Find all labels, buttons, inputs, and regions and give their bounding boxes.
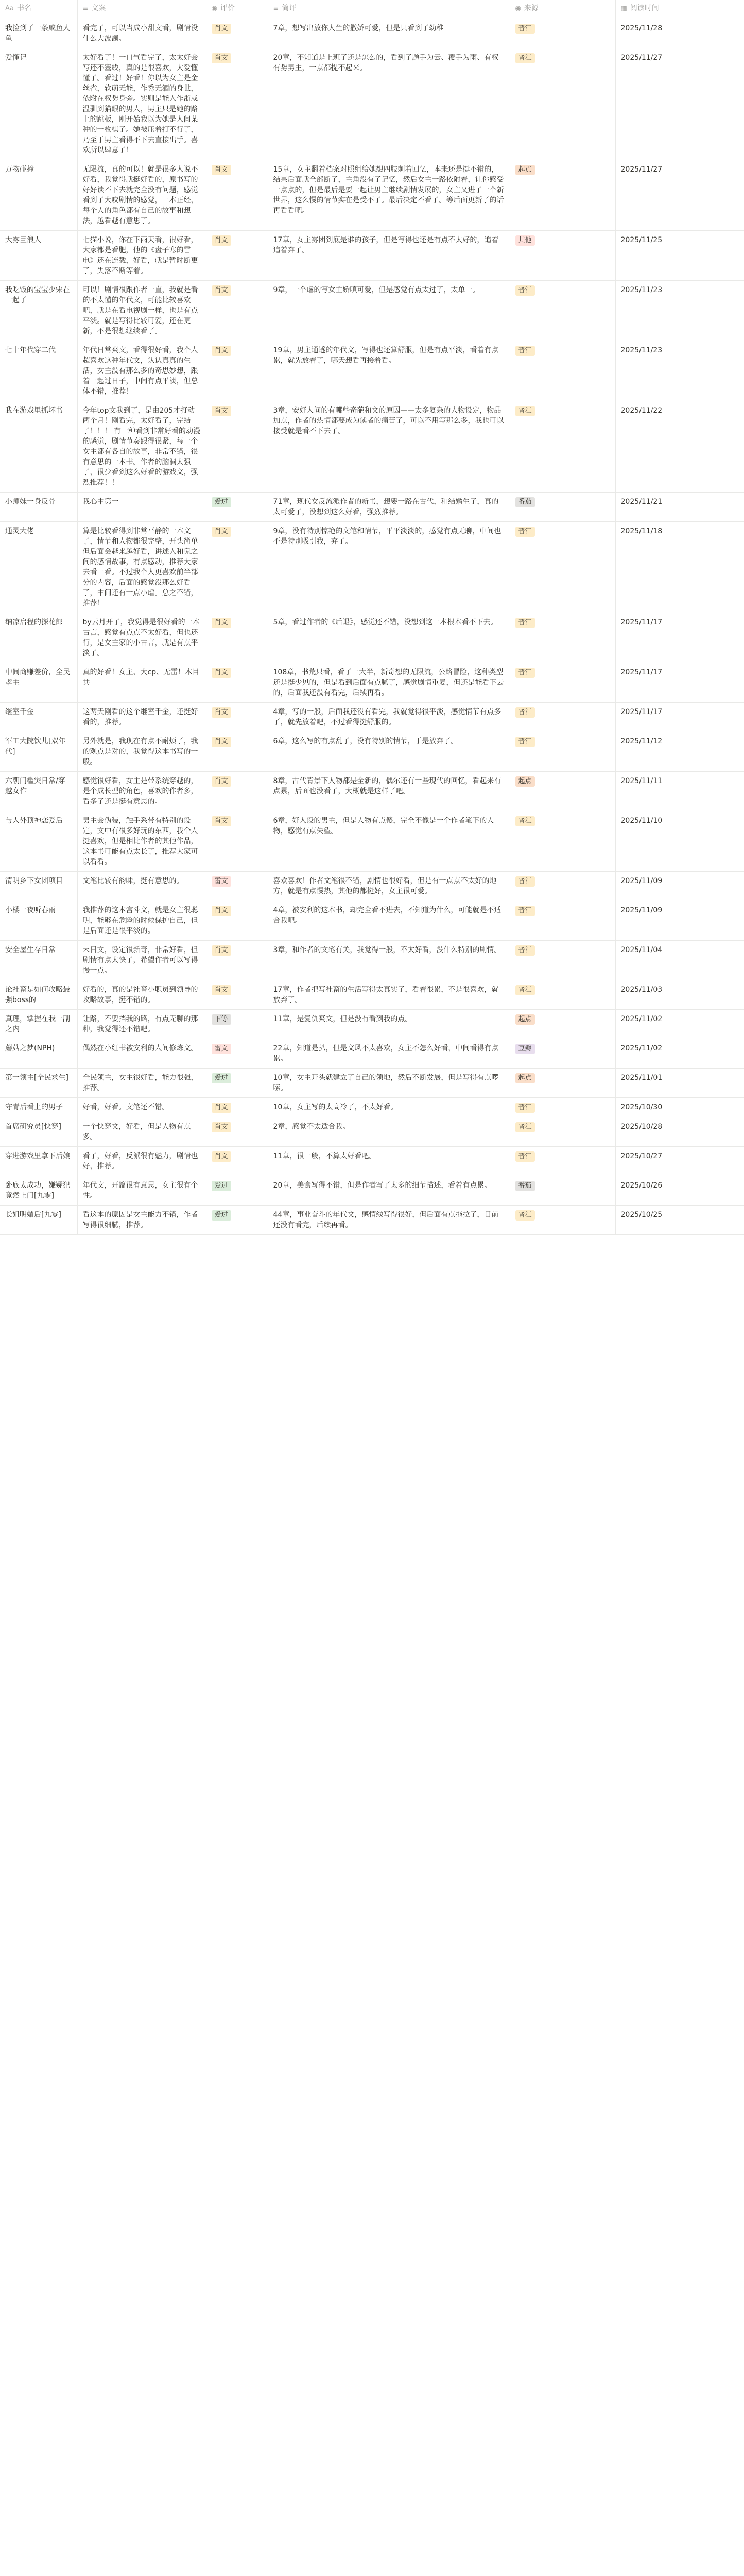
rating-tag: 肖文 <box>212 346 231 356</box>
table-row[interactable] <box>0 341 744 401</box>
source-tag: 晋江 <box>515 876 535 887</box>
table-row[interactable] <box>0 772 744 811</box>
short-review: 6章，好人设的男主，但是人物有点傻，完全不像是一个作者笔下的人物，感觉有点失望。 <box>268 811 510 872</box>
source-tag: 晋江 <box>515 406 535 416</box>
read-date: 2025/11/10 <box>615 811 744 872</box>
source-tag: 晋江 <box>515 285 535 296</box>
read-date: 2025/11/27 <box>615 48 744 160</box>
book-title: 七十年代穿二代 <box>0 341 77 401</box>
short-review: 喜欢喜欢！作者文笔很不错，剧情也很好看，但是有一点点不太好的地方，就是有点慢热，其他的都挺好，女主很可爱。 <box>268 872 510 901</box>
book-title: 万物碰撞 <box>0 160 77 231</box>
source-cell[interactable] <box>510 703 615 732</box>
rating-cell[interactable] <box>206 703 268 732</box>
short-review: 22章，知道是扒，但是文风不太喜欢，女主不怎么好看，中间看得有点累。 <box>268 1039 510 1069</box>
column-header-label: 书名 <box>16 4 31 12</box>
book-description: 年代文，开篇很有意思，女主很有个性。 <box>77 1176 206 1206</box>
rating-cell[interactable] <box>206 1069 268 1098</box>
rating-tag: 肖文 <box>212 235 231 246</box>
source-tag: 番茄 <box>515 497 535 507</box>
rating-cell[interactable] <box>206 872 268 901</box>
rating-tag: 肖文 <box>212 165 231 175</box>
book-title: 清明乡下女团项目 <box>0 872 77 901</box>
read-date: 2025/11/23 <box>615 281 744 341</box>
read-date: 2025/11/01 <box>615 1069 744 1098</box>
source-cell[interactable] <box>510 341 615 401</box>
read-date: 2025/11/02 <box>615 1010 744 1039</box>
read-date: 2025/11/09 <box>615 872 744 901</box>
rating-cell[interactable] <box>206 281 268 341</box>
table-row[interactable] <box>0 613 744 663</box>
table-row[interactable] <box>0 522 744 613</box>
book-title: 真理，掌握在我一副之内 <box>0 1010 77 1039</box>
column-header-label: 简评 <box>282 4 297 12</box>
table-row[interactable] <box>0 703 744 732</box>
book-description: 另外就是，我现在有点不耐烦了，我的观点是对的，我觉得这本书写的一般。 <box>77 732 206 772</box>
short-review: 8章，古代背景下人物都是全新的，偶尔还有一些现代的回忆，看起来有点累，后面也没看了，大概就是这样了吧。 <box>268 772 510 811</box>
source-tag: 晋江 <box>515 346 535 356</box>
select-icon: ◉ <box>211 5 217 12</box>
table-row[interactable] <box>0 980 744 1010</box>
source-cell[interactable] <box>510 663 615 703</box>
read-date: 2025/11/12 <box>615 732 744 772</box>
table-row[interactable] <box>0 19 744 48</box>
rating-cell[interactable] <box>206 1147 268 1176</box>
short-review: 9章，一个虐的写女主娇嗔可爱，但是感觉有点太过了，太单一。 <box>268 281 510 341</box>
table-row[interactable] <box>0 493 744 522</box>
source-tag: 晋江 <box>515 1103 535 1113</box>
rating-cell[interactable] <box>206 772 268 811</box>
short-review: 15章，女主翻着档案对照组给她想四肢刺着回忆，本来还是挺不错的，结果后面就全部断了，主角没有了记忆，然后女主一路依附着，让你感受一点点的，但是最后是要一起让男主继续剧情发展的，女主又进了一个新世界，这么慢的情节实在是受不了。最后决定不看了。等后面更新了的话再看看吧。 <box>268 160 510 231</box>
table-row[interactable] <box>0 1147 744 1176</box>
rating-tag: 下等 <box>212 1014 231 1025</box>
read-date: 2025/11/04 <box>615 941 744 980</box>
table-row[interactable] <box>0 1039 744 1069</box>
column-header-label: 阅读时间 <box>630 4 659 12</box>
short-review: 5章，看过作者的《后退》，感觉还不错，没想到这一本根本看不下去。 <box>268 613 510 663</box>
rating-tag: 肖文 <box>212 53 231 63</box>
column-header-label: 来源 <box>524 4 539 12</box>
source-tag: 番茄 <box>515 1181 535 1191</box>
rating-cell[interactable] <box>206 663 268 703</box>
rating-tag: 肖文 <box>212 906 231 916</box>
column-header-label: 文案 <box>91 4 106 12</box>
book-title: 蘑菇之梦(NPH) <box>0 1039 77 1069</box>
book-title: 六朝门槛突日常/穿越女作 <box>0 772 77 811</box>
rating-cell[interactable] <box>206 401 268 493</box>
rating-cell[interactable] <box>206 522 268 613</box>
column-header[interactable] <box>206 0 268 19</box>
source-cell[interactable] <box>510 732 615 772</box>
book-title: 卧底太成功，嫌疑犯竟然上门[九零] <box>0 1176 77 1206</box>
short-review: 7章，想写出放你人鱼的撒娇可爱，但是只看到了幼稚 <box>268 19 510 48</box>
column-header[interactable] <box>510 0 615 19</box>
book-description: 全民领主，女主很好看，能力很强，推荐。 <box>77 1069 206 1098</box>
source-tag: 晋江 <box>515 737 535 747</box>
short-review: 9章，没有特别惊艳的文笔和情节，平平淡淡的，感觉有点无聊，中间也不是特别吸引我，弃了。 <box>268 522 510 613</box>
book-description: 一个快穿文，好看，但是人物有点多。 <box>77 1117 206 1147</box>
book-title: 小师妹一身反骨 <box>0 493 77 522</box>
rating-cell[interactable] <box>206 732 268 772</box>
book-description: 我推荐的这本宫斗文，就是女主很聪明，能够在危险的时候保护自己，但是后面还是很平淡的。 <box>77 901 206 941</box>
source-tag: 晋江 <box>515 668 535 678</box>
book-description: 我心中第一 <box>77 493 206 522</box>
rating-cell[interactable] <box>206 980 268 1010</box>
rating-tag: 肖文 <box>212 707 231 718</box>
rating-tag: 肖文 <box>212 406 231 416</box>
short-review: 3章，安好人间的有哪些奇葩和文的原因——太多复杂的人物设定，物品加点，作者的热情都要成为读者的痛苦了，可以不用写那么多，我也可以接受就是看不下去了。 <box>268 401 510 493</box>
read-date: 2025/10/30 <box>615 1098 744 1117</box>
book-title: 我吃饭的宝宝少宋在一起了 <box>0 281 77 341</box>
short-review: 17章，女主雾团到底是谁的孩子，但是写得也还是有点不太好的，追着追着弃了。 <box>268 231 510 281</box>
read-date: 2025/11/25 <box>615 231 744 281</box>
read-date: 2025/11/11 <box>615 772 744 811</box>
source-cell[interactable] <box>510 160 615 231</box>
rating-cell[interactable] <box>206 1176 268 1206</box>
read-date: 2025/11/17 <box>615 703 744 732</box>
source-cell[interactable] <box>510 493 615 522</box>
book-description: 看这本的原因是女主能力不错，作者写得很细腻，推荐。 <box>77 1206 206 1235</box>
rating-cell[interactable] <box>206 613 268 663</box>
short-review: 20章，美食写得不错，但是作者写了太多的细节描述，看着有点累。 <box>268 1176 510 1206</box>
book-description: 无限流，真的可以！就是很多人说不好看，我觉得就挺好看的，原书写的好好读不下去就完全没有问题，感觉看到了大咬剧情的感觉，一本正经，每个人的角色都有自己的故事和想法，越看越有意思了。 <box>77 160 206 231</box>
rating-cell[interactable] <box>206 19 268 48</box>
source-cell[interactable] <box>510 1039 615 1069</box>
source-tag: 晋江 <box>515 1122 535 1132</box>
book-title: 首席研究员[快穿] <box>0 1117 77 1147</box>
source-cell[interactable] <box>510 772 615 811</box>
read-date: 2025/11/02 <box>615 1039 744 1069</box>
read-date: 2025/10/25 <box>615 1206 744 1235</box>
book-description: 看了，好看，反派很有魅力，剧情也好，推荐。 <box>77 1147 206 1176</box>
book-title: 小楼一夜听春雨 <box>0 901 77 941</box>
short-review: 10章，女主开头就建立了自己的领地，然后不断发展，但是写得有点啰嗦。 <box>268 1069 510 1098</box>
source-tag: 晋江 <box>515 906 535 916</box>
rating-cell[interactable] <box>206 1206 268 1235</box>
short-review: 10章，女主写的太高冷了，不太好看。 <box>268 1098 510 1117</box>
source-tag: 豆瓣 <box>515 1044 535 1054</box>
table-row[interactable] <box>0 48 744 160</box>
column-header[interactable] <box>0 0 77 19</box>
rating-cell[interactable] <box>206 901 268 941</box>
book-title: 我在游戏里抓坏书 <box>0 401 77 493</box>
book-description: 今年top文我到了，是由205才打动两个月！刚看完，太好看了，完结了！！！ 有一种看到非常好看的动漫的感觉，剧情节奏跟得很紧，每一个女主都有各自的故事，非常不错，很有意思的一本书。作者的脑洞太强了，很少看到这么好看的游戏文，强烈推荐！！ <box>77 401 206 493</box>
read-date: 2025/11/21 <box>615 493 744 522</box>
source-cell[interactable] <box>510 901 615 941</box>
source-cell[interactable] <box>510 811 615 872</box>
source-cell[interactable] <box>510 613 615 663</box>
read-date: 2025/11/22 <box>615 401 744 493</box>
source-tag: 起点 <box>515 1073 535 1083</box>
book-description: 这两天刚看的这个继室千金，还挺好看的，推荐。 <box>77 703 206 732</box>
table-row[interactable] <box>0 1176 744 1206</box>
table-row[interactable] <box>0 1098 744 1117</box>
rating-tag: 肖文 <box>212 737 231 747</box>
source-tag: 起点 <box>515 165 535 175</box>
source-cell[interactable] <box>510 522 615 613</box>
table-row[interactable] <box>0 872 744 901</box>
rating-tag: 肖文 <box>212 816 231 826</box>
rating-tag: 肖文 <box>212 985 231 995</box>
rating-cell[interactable] <box>206 1117 268 1147</box>
book-description: 偶然在小红书被安利的人间修炼文。 <box>77 1039 206 1069</box>
rating-tag: 爱过 <box>212 1181 231 1191</box>
rating-cell[interactable] <box>206 811 268 872</box>
rating-cell[interactable] <box>206 493 268 522</box>
source-cell[interactable] <box>510 1069 615 1098</box>
book-title: 军工大院饮儿[双年代] <box>0 732 77 772</box>
read-date: 2025/11/23 <box>615 341 744 401</box>
source-cell[interactable] <box>510 1176 615 1206</box>
source-cell[interactable] <box>510 1147 615 1176</box>
book-description: 好看，好看。文笔还不错。 <box>77 1098 206 1117</box>
book-description: 男主会伪装，触手系带有特别的设定，文中有很多好玩的东西，我个人挺喜欢，但是相比作者的其他作品，这本书可能有点太长了，推荐大家可以看看。 <box>77 811 206 872</box>
source-cell[interactable] <box>510 48 615 160</box>
source-tag: 晋江 <box>515 1151 535 1162</box>
rating-tag: 爱过 <box>212 1210 231 1221</box>
text-icon: ≡ <box>82 5 89 12</box>
table-row[interactable] <box>0 160 744 231</box>
read-date: 2025/11/17 <box>615 613 744 663</box>
rating-tag: 肖文 <box>212 1151 231 1162</box>
book-title: 纳凉启程的探花郎 <box>0 613 77 663</box>
short-review: 71章，现代女反流派作者的新书，想要一路在古代，和结婚生子，真的太可爱了，没想到这么好看，强烈推荐。 <box>268 493 510 522</box>
rating-tag: 雷文 <box>212 1044 231 1054</box>
table-row[interactable] <box>0 401 744 493</box>
rating-tag: 肖文 <box>212 668 231 678</box>
rating-cell[interactable] <box>206 160 268 231</box>
book-title: 与人外顶神恋爱后 <box>0 811 77 872</box>
short-review: 4章，写的一般，后面我还没有看完，我就觉得很平淡，感觉情节有点多了，就先放着吧，不过看得挺舒服的。 <box>268 703 510 732</box>
source-cell[interactable] <box>510 980 615 1010</box>
rating-cell[interactable] <box>206 1010 268 1039</box>
book-description: 文笔比较有韵味，挺有意思的。 <box>77 872 206 901</box>
source-tag: 晋江 <box>515 707 535 718</box>
read-date: 2025/11/03 <box>615 980 744 1010</box>
short-review: 6章，这么写的有点乱了，没有特别的情节，于是放弃了。 <box>268 732 510 772</box>
source-tag: 起点 <box>515 1014 535 1025</box>
book-description: 算是比较看得到非常平静的一本文了，情节和人物都很完整，开头简单但后面会越来越好看，讲述人和鬼之间的感情故事，有点感动，推荐大家去看一看。不过我个人更喜欢前半部分的内容，后面的感觉没那么好看了，中间还有一点小虐。总之不错，推荐！ <box>77 522 206 613</box>
source-tag: 晋江 <box>515 53 535 63</box>
book-title: 我捡到了一条咸鱼人鱼 <box>0 19 77 48</box>
book-title: 论社畜是如何攻略最强boss的 <box>0 980 77 1010</box>
source-cell[interactable] <box>510 1206 615 1235</box>
short-review: 2章，感觉不太适合我。 <box>268 1117 510 1147</box>
table-row[interactable] <box>0 811 744 872</box>
rating-tag: 肖文 <box>212 527 231 537</box>
table-row[interactable] <box>0 901 744 941</box>
source-cell[interactable] <box>510 281 615 341</box>
source-tag: 晋江 <box>515 985 535 995</box>
short-review: 108章，书荒只看，看了一大半，新奇想的无限流，公路冒险，这种类型还是挺少见的，但是看到后面有点腻了，感觉剧情重复，但还是能看下去的，后面我还没有看完，后续再看。 <box>268 663 510 703</box>
read-date: 2025/11/18 <box>615 522 744 613</box>
source-tag: 其他 <box>515 235 535 246</box>
source-cell[interactable] <box>510 1010 615 1039</box>
column-header[interactable] <box>268 0 510 19</box>
column-header-label: 评价 <box>220 4 235 12</box>
table-row[interactable] <box>0 1069 744 1098</box>
short-review: 11章，是复仇爽文，但是没有看到我的点。 <box>268 1010 510 1039</box>
short-review: 11章，很一般，不算太好看吧。 <box>268 1147 510 1176</box>
table-row[interactable] <box>0 1206 744 1235</box>
short-review: 17章，作者把写社畜的生活写得太真实了，看着很累，不是很喜欢，就放弃了。 <box>268 980 510 1010</box>
rating-tag: 爱过 <box>212 497 231 507</box>
short-review: 3章，和作者的文笔有关，我觉得一般，不太好看，没什么特别的剧情。 <box>268 941 510 980</box>
short-review: 19章，男主通透的年代文，写得也还算舒服，但是有点平淡，看着有点累，就先放着了，哪天想看再接着看。 <box>268 341 510 401</box>
Aa-icon: Aa <box>5 5 14 12</box>
source-cell[interactable] <box>510 231 615 281</box>
table-row[interactable] <box>0 732 744 772</box>
short-review: 4章，被安利的这本书，却完全看不进去，不知道为什么，可能就是不适合我吧。 <box>268 901 510 941</box>
table-row[interactable] <box>0 1117 744 1147</box>
book-title: 长姐明媚后[九零] <box>0 1206 77 1235</box>
book-title: 第一领主[全民求生] <box>0 1069 77 1098</box>
source-tag: 晋江 <box>515 24 535 34</box>
read-date: 2025/11/17 <box>615 663 744 703</box>
rating-cell[interactable] <box>206 1039 268 1069</box>
read-date: 2025/10/26 <box>615 1176 744 1206</box>
book-description: 年代日常爽文，看得很好看，我个人超喜欢这种年代文，认认真真的生活，女主没有那么多的奇思妙想，跟着一起过日子，中间有点平淡，但总体不错，推荐！ <box>77 341 206 401</box>
book-description: 真的好看！女主、大cp、无雷！木目共 <box>77 663 206 703</box>
book-description: by云月开了，我觉得是很好看的一本古言，感觉有点点不太好看，但也还行，是女主家的小古言，就是有点平淡了。 <box>77 613 206 663</box>
column-header[interactable] <box>77 0 206 19</box>
source-tag: 起点 <box>515 776 535 787</box>
rating-tag: 肖文 <box>212 285 231 296</box>
table-row[interactable] <box>0 663 744 703</box>
book-title: 通灵大佬 <box>0 522 77 613</box>
table-body <box>0 19 744 1235</box>
book-title: 大雾巨浪人 <box>0 231 77 281</box>
short-review: 44章，事业奋斗的年代文，感情线写得很好，但后面有点拖拉了，目前还没有看完，后续再看。 <box>268 1206 510 1235</box>
read-date: 2025/10/28 <box>615 1117 744 1147</box>
rating-tag: 肖文 <box>212 945 231 956</box>
book-title: 安全屋生存日常 <box>0 941 77 980</box>
text-icon: ≡ <box>273 5 279 12</box>
source-tag: 晋江 <box>515 816 535 826</box>
book-description: 感觉很好看，女主是带系统穿越的，是个成长型的角色，喜欢的作者多，看多了还是挺有意思的。 <box>77 772 206 811</box>
book-table <box>0 0 744 1235</box>
book-description: 末日文，设定很新奇，非常好看，但剧情有点太快了，希望作者可以写得慢一点。 <box>77 941 206 980</box>
short-review: 20章，不知道是上班了还是怎么的，看到了题手为云、覆手为雨、有权有势男主，一点都提不起来。 <box>268 48 510 160</box>
book-description: 让路，不要挡我的路，有点无聊的那种，我觉得还不错吧。 <box>77 1010 206 1039</box>
book-title: 穿进游戏里拿下后娘 <box>0 1147 77 1176</box>
table-row[interactable] <box>0 941 744 980</box>
read-date: 2025/11/09 <box>615 901 744 941</box>
book-description: 七猫小说，你在下雨天看，很好看，大家都是看肥，他的《盘子寒的雷电》还在连载，好看，就是暂时断更了，失落不断等着。 <box>77 231 206 281</box>
book-title: 中间商赚差价，全民孝主 <box>0 663 77 703</box>
source-cell[interactable] <box>510 401 615 493</box>
rating-tag: 肖文 <box>212 776 231 787</box>
read-date: 2025/10/27 <box>615 1147 744 1176</box>
rating-tag: 肖文 <box>212 1122 231 1132</box>
source-tag: 晋江 <box>515 1210 535 1221</box>
source-tag: 晋江 <box>515 527 535 537</box>
source-cell[interactable] <box>510 1117 615 1147</box>
rating-tag: 肖文 <box>212 24 231 34</box>
rating-cell[interactable] <box>206 231 268 281</box>
source-tag: 晋江 <box>515 945 535 956</box>
source-cell[interactable] <box>510 941 615 980</box>
column-header[interactable] <box>615 0 744 19</box>
source-cell[interactable] <box>510 872 615 901</box>
table-row[interactable] <box>0 231 744 281</box>
book-description: 太好看了！一口气看完了，太太好会写还不塞线，真的是很喜欢，大爱懂懂了。看过！好看！你以为女主是金丝雀，软萌无能，作秀无酒的身世，依附在权势身旁。实则是能人作浙或温驯到猫眼的男人，男主只是她的路上的跳板，刚开始我以为她是人间某种的一枚棋子。她被压着打不行了，乃至于男主看得不下去直接出手。喜欢所以肆意了！ <box>77 48 206 160</box>
read-date: 2025/11/28 <box>615 19 744 48</box>
book-description: 看完了，可以当成小甜文看，剧情没什么大波澜。 <box>77 19 206 48</box>
rating-tag: 肖文 <box>212 1103 231 1113</box>
book-description: 可以！剧情很跟作者一直，我就是看的不太懂的年代文，可能比较喜欢吧，就是在看电视剧一样，也是有点平淡。就是写得比较可爱，还在更新，不是很想继续看了。 <box>77 281 206 341</box>
book-title: 爱懂记 <box>0 48 77 160</box>
rating-tag: 雷文 <box>212 876 231 887</box>
table-row[interactable] <box>0 281 744 341</box>
book-title: 守青后看上的男子 <box>0 1098 77 1117</box>
source-cell[interactable] <box>510 19 615 48</box>
rating-tag: 爱过 <box>212 1073 231 1083</box>
rating-cell[interactable] <box>206 341 268 401</box>
calendar-icon: ▦ <box>620 5 627 12</box>
book-title: 继室千金 <box>0 703 77 732</box>
table-row[interactable] <box>0 1010 744 1039</box>
read-date: 2025/11/27 <box>615 160 744 231</box>
rating-cell[interactable] <box>206 48 268 160</box>
rating-cell[interactable] <box>206 1098 268 1117</box>
table-header-row <box>0 0 744 19</box>
rating-tag: 肖文 <box>212 618 231 628</box>
select-icon: ◉ <box>515 5 521 12</box>
rating-cell[interactable] <box>206 941 268 980</box>
book-description: 好看的，真的是社畜小职员到领导的攻略故事，挺不错的。 <box>77 980 206 1010</box>
source-cell[interactable] <box>510 1098 615 1117</box>
source-tag: 晋江 <box>515 618 535 628</box>
